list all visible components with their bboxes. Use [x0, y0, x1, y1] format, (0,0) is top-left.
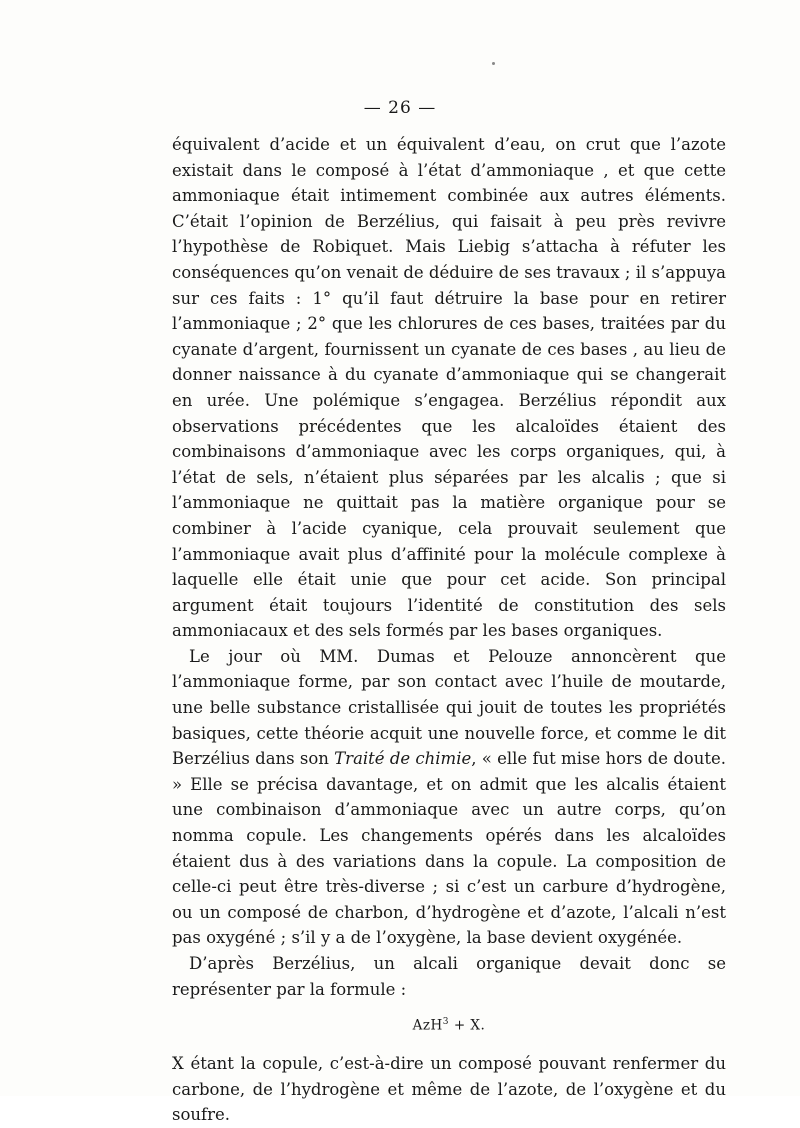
- paragraph-3: D’après Berzélius, un alcali organique devait donc se représenter par la formule :: [172, 954, 726, 999]
- paragraph-2-part-2: , « elle fut mise hors de doute. » Elle se précisa davantage, et on admit que les alcalis étaient une combinaison d’ammoniaque avec un autre corps, qu’on nomma copule. Les changements opérés dans les alcaloïdes étaient dus à des variations dans la copule. La composition de celle-ci peut être très-diverse ; si c’est un carbure d’hydrogène, ou un composé de charbon, d’hydrogène et d’azote, l’alcali n’est pas oxygéné ; s’il y a de l’oxygène, la base devient oxygénée.: [172, 749, 726, 948]
- paragraph-1: équivalent d’acide et un équivalent d’eau, on crut que l’azote existait dans le composé à l’état d’ammoniaque , et que cette ammoniaque était intimement combinée aux autres éléments. C’était l’opinion de Berzélius, qui faisait à peu près revivre l’hypothèse de Robiquet. Mais Liebig s’attacha à réfuter les conséquences qu’on venait de déduire de ses travaux ; il s’appuya sur ces faits : 1° qu’il faut détruire la base pour en retirer l’ammoniaque ; 2° que les chlorures de ces bases, traitées par du cyanate d’argent, fournissent un cyanate de ces bases , au lieu de donner naissance à du cyanate d’ammoniaque qui se changerait en urée. Une polémique s’engagea. Berzélius répondit aux observations précédentes que les alcaloïdes étaient des combinaisons d’ammoniaque avec les corps organiques, qui, à l’état de sels, n’étaient plus séparées par les alcalis ; que si l’ammoniaque ne quittait pas la matière organique pour se combiner à l’acide cyanique, cela prouvait seulement que l’ammoniaque avait plus d’affinité pour la molécule complexe à laquelle elle était unie que pour cet acide. Son principal argument était toujours l’identité de constitution des sels ammoniacaux et des sels formés par les bases organiques.: [172, 135, 726, 641]
- formula-base: AzH: [412, 1017, 443, 1034]
- page-number: — 26 —: [363, 98, 437, 118]
- paragraph-4: X étant la copule, c’est-à-dire un composé pouvant renfermer du carbone, de l’hydrogène et même de l’azote, de l’oxygène et du soufre.: [172, 1054, 726, 1125]
- paper-speck: [492, 62, 495, 65]
- formula-rest: + X.: [449, 1017, 486, 1034]
- paragraph-2: [172, 644, 726, 951]
- paragraph-2-part-1: Le jour où MM. Dumas et Pelouze annoncèrent que l’ammoniaque forme, par son contact avec l’huile de moutarde, une belle substance cristallisée qui jouit de toutes les propriétés basiques, cette théorie acquit une nouvelle force, et comme le dit Berzélius dans son: [172, 646, 726, 769]
- body-text: [172, 132, 726, 1128]
- book-title-italic: Traité de chimie: [334, 749, 472, 769]
- formula-superscript: 3: [442, 1017, 450, 1028]
- chemical-formula: [172, 1010, 726, 1039]
